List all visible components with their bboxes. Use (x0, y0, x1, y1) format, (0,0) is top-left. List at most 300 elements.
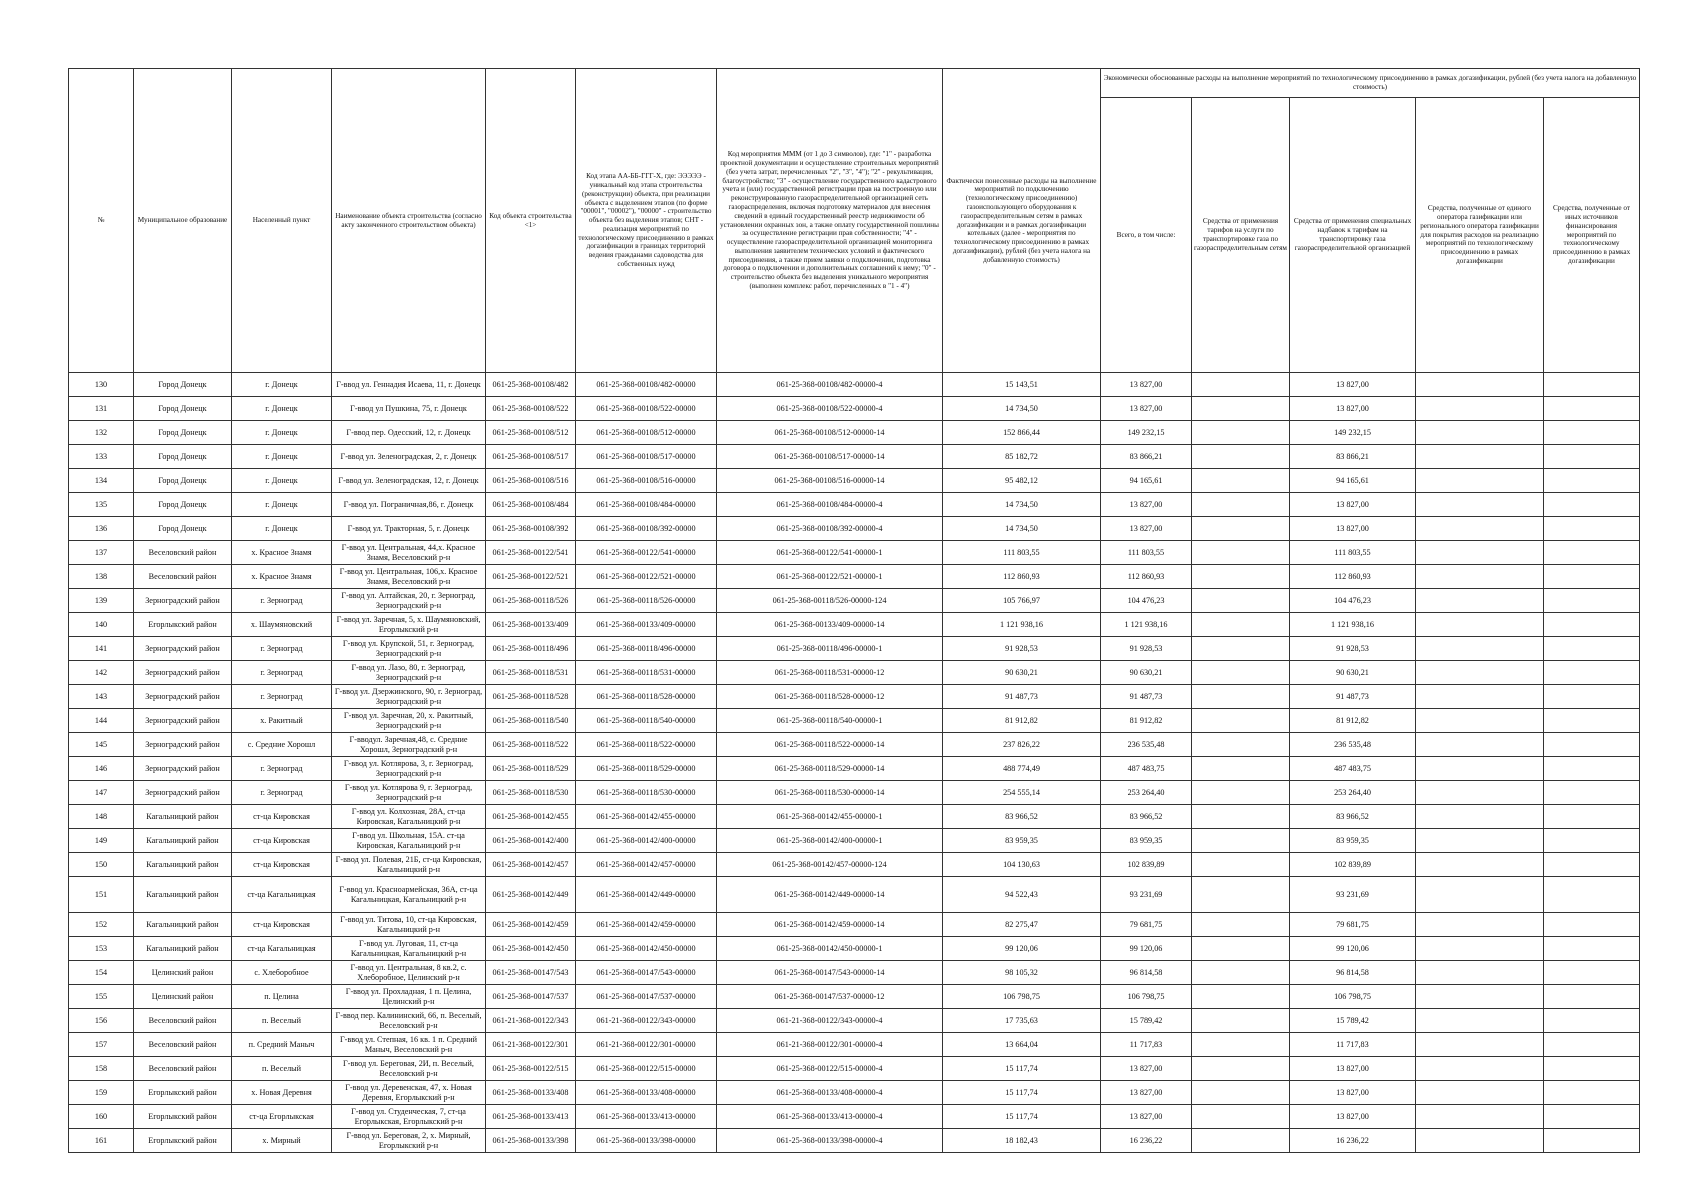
row-municipality: Егорлыкский район (134, 1129, 232, 1153)
table-row (69, 469, 1640, 493)
row-municipality: Город Донецк (134, 373, 232, 397)
row-municipality: Кагальницкий район (134, 877, 232, 913)
table-row (69, 757, 1640, 781)
row-operator (1416, 397, 1544, 421)
row-locality: г. Донецк (232, 373, 332, 397)
row-operator (1416, 517, 1544, 541)
row-total: 13 827,00 (1101, 493, 1192, 517)
row-object-name: Г-ввод ул. Заречная, 20, х. Ракитный, Зерноградский р-н (332, 709, 486, 733)
row-stage-code: 061-25-368-00122/515-00000 (576, 1057, 717, 1081)
row-object-code: 061-25-368-00108/517 (486, 445, 576, 469)
row-locality: ст-ца Кировская (232, 853, 332, 877)
row-object-name: Г-ввод ул Пушкина, 75, г. Донецк (332, 397, 486, 421)
row-number: 154 (69, 961, 134, 985)
row-tariffs (1192, 1009, 1290, 1033)
row-municipality: Кагальницкий район (134, 805, 232, 829)
row-activity-code: 061-21-368-00122/301-00000-4 (717, 1033, 943, 1057)
row-object-code: 061-25-368-00118/528 (486, 685, 576, 709)
row-municipality: Кагальницкий район (134, 937, 232, 961)
row-locality: г. Донецк (232, 445, 332, 469)
row-municipality: Целинский район (134, 961, 232, 985)
row-activity-code: 061-25-368-00133/413-00000-4 (717, 1105, 943, 1129)
row-total: 487 483,75 (1101, 757, 1192, 781)
row-operator (1416, 757, 1544, 781)
row-actual-costs: 254 555,14 (943, 781, 1101, 805)
row-municipality: Зерноградский район (134, 685, 232, 709)
row-actual-costs: 18 182,43 (943, 1129, 1101, 1153)
table-row (69, 937, 1640, 961)
row-tariffs (1192, 1105, 1290, 1129)
row-object-name: Г-ввод ул. Колхозная, 28А, ст-ца Кировская, Кагальницкий р-н (332, 805, 486, 829)
row-locality: ст-ца Кировская (232, 805, 332, 829)
group-title: Экономически обоснованные расходы на выполнение мероприятий по технологическому присоединению в рамках догазификации, рублей (без учета налога на добавленную стоимость) (1101, 69, 1640, 98)
row-number: 143 (69, 685, 134, 709)
row-activity-code: 061-25-368-00108/482-00000-4 (717, 373, 943, 397)
row-municipality: Кагальницкий район (134, 853, 232, 877)
row-object-name: Г-ввод ул. Титова, 10, ст-ца Кировская, Кагальницкий р-н (332, 913, 486, 937)
row-surcharges: 99 120,06 (1290, 937, 1416, 961)
row-stage-code: 061-25-368-00122/541-00000 (576, 541, 717, 565)
row-number: 131 (69, 397, 134, 421)
row-actual-costs: 91 928,53 (943, 637, 1101, 661)
row-locality: г. Зерноград (232, 757, 332, 781)
row-municipality: Веселовский район (134, 1057, 232, 1081)
row-actual-costs: 15 117,74 (943, 1105, 1101, 1129)
row-operator (1416, 589, 1544, 613)
row-municipality: Зерноградский район (134, 781, 232, 805)
row-total: 91 487,73 (1101, 685, 1192, 709)
row-number: 147 (69, 781, 134, 805)
table-row (69, 445, 1640, 469)
row-operator (1416, 1081, 1544, 1105)
row-number: 145 (69, 733, 134, 757)
row-municipality: Веселовский район (134, 541, 232, 565)
row-tariffs (1192, 985, 1290, 1009)
row-total: 13 827,00 (1101, 1057, 1192, 1081)
row-number: 137 (69, 541, 134, 565)
row-object-name: Г-ввод пер. Калининский, 66, п. Веселый, Веселовский р-н (332, 1009, 486, 1033)
row-activity-code: 061-25-368-00118/531-00000-12 (717, 661, 943, 685)
col-object-code: Код объекта строительства <1> (486, 69, 576, 373)
row-total: 93 231,69 (1101, 877, 1192, 913)
row-actual-costs: 90 630,21 (943, 661, 1101, 685)
row-total: 104 476,23 (1101, 589, 1192, 613)
row-locality: с. Средние Хорошл (232, 733, 332, 757)
row-surcharges: 91 487,73 (1290, 685, 1416, 709)
row-object-code: 061-25-368-00108/484 (486, 493, 576, 517)
row-stage-code: 061-25-368-00142/400-00000 (576, 829, 717, 853)
row-tariffs (1192, 757, 1290, 781)
row-operator (1416, 373, 1544, 397)
row-object-code: 061-25-368-00142/459 (486, 913, 576, 937)
row-actual-costs: 152 866,44 (943, 421, 1101, 445)
row-object-code: 061-25-368-00122/541 (486, 541, 576, 565)
row-stage-code: 061-25-368-00147/543-00000 (576, 961, 717, 985)
row-locality: г. Донецк (232, 421, 332, 445)
row-tariffs (1192, 1057, 1290, 1081)
row-actual-costs: 17 735,63 (943, 1009, 1101, 1033)
row-surcharges: 1 121 938,16 (1290, 613, 1416, 637)
row-stage-code: 061-25-368-00108/522-00000 (576, 397, 717, 421)
row-other (1544, 637, 1640, 661)
row-object-code: 061-25-368-00147/543 (486, 961, 576, 985)
row-other (1544, 877, 1640, 913)
row-number: 134 (69, 469, 134, 493)
table-row (69, 397, 1640, 421)
row-number: 152 (69, 913, 134, 937)
row-tariffs (1192, 421, 1290, 445)
row-total: 16 236,22 (1101, 1129, 1192, 1153)
row-operator (1416, 541, 1544, 565)
row-other (1544, 1009, 1640, 1033)
row-surcharges: 112 860,93 (1290, 565, 1416, 589)
row-surcharges: 236 535,48 (1290, 733, 1416, 757)
row-locality: г. Донецк (232, 517, 332, 541)
row-operator (1416, 1057, 1544, 1081)
row-surcharges: 11 717,83 (1290, 1033, 1416, 1057)
row-stage-code: 061-25-368-00118/522-00000 (576, 733, 717, 757)
row-actual-costs: 98 105,32 (943, 961, 1101, 985)
row-activity-code: 061-25-368-00147/537-00000-12 (717, 985, 943, 1009)
row-municipality: Егорлыкский район (134, 1105, 232, 1129)
row-stage-code: 061-25-368-00122/521-00000 (576, 565, 717, 589)
row-tariffs (1192, 853, 1290, 877)
row-object-name: Г-ввод ул. Центральная, 8 кв.2, с. Хлеборобное, Целинский р-н (332, 961, 486, 985)
row-operator (1416, 709, 1544, 733)
row-other (1544, 709, 1640, 733)
row-actual-costs: 15 117,74 (943, 1057, 1101, 1081)
row-activity-code: 061-25-368-00108/516-00000-14 (717, 469, 943, 493)
row-locality: г. Донецк (232, 493, 332, 517)
row-surcharges: 83 966,52 (1290, 805, 1416, 829)
row-stage-code: 061-25-368-00142/449-00000 (576, 877, 717, 913)
row-object-name: Г-ввод ул. Красноармейская, 36А, ст-ца Кагальницкая, Кагальницкий р-н (332, 877, 486, 913)
row-other (1544, 829, 1640, 853)
row-other (1544, 589, 1640, 613)
table-row (69, 805, 1640, 829)
row-tariffs (1192, 709, 1290, 733)
row-activity-code: 061-25-368-00118/528-00000-12 (717, 685, 943, 709)
row-surcharges: 94 165,61 (1290, 469, 1416, 493)
row-operator (1416, 733, 1544, 757)
row-stage-code: 061-21-368-00122/343-00000 (576, 1009, 717, 1033)
row-object-name: Г-ввод ул. Студенческая, 7, ст-ца Егорлыкская, Егорлыкский р-н (332, 1105, 486, 1129)
row-number: 138 (69, 565, 134, 589)
row-object-code: 061-25-368-00108/516 (486, 469, 576, 493)
row-locality: ст-ца Кагальницкая (232, 877, 332, 913)
row-object-name: Г-ввод ул. Геннадия Исаева, 11, г. Донецк (332, 373, 486, 397)
row-surcharges: 253 264,40 (1290, 781, 1416, 805)
row-surcharges: 16 236,22 (1290, 1129, 1416, 1153)
row-other (1544, 961, 1640, 985)
row-number: 159 (69, 1081, 134, 1105)
row-operator (1416, 493, 1544, 517)
row-actual-costs: 14 734,50 (943, 517, 1101, 541)
row-surcharges: 91 928,53 (1290, 637, 1416, 661)
row-locality: г. Зерноград (232, 637, 332, 661)
row-object-code: 061-25-368-00108/522 (486, 397, 576, 421)
row-stage-code: 061-25-368-00142/459-00000 (576, 913, 717, 937)
row-stage-code: 061-25-368-00118/528-00000 (576, 685, 717, 709)
table-header (69, 69, 1640, 373)
row-operator (1416, 685, 1544, 709)
row-municipality: Город Донецк (134, 517, 232, 541)
row-object-name: Г-ввод ул. Деревенская, 47, х. Новая Деревня, Егорлыкский р-н (332, 1081, 486, 1105)
row-surcharges: 13 827,00 (1290, 1105, 1416, 1129)
row-tariffs (1192, 877, 1290, 913)
row-municipality: Веселовский район (134, 1009, 232, 1033)
row-object-name: Г-ввод ул. Школьная, 15А. ст-ца Кировская, Кагальницкий р-н (332, 829, 486, 853)
row-actual-costs: 111 803,55 (943, 541, 1101, 565)
row-other (1544, 397, 1640, 421)
row-object-name: Г-ввод ул. Луговая, 11, ст-ца Кагальницкая, Кагальницкий р-н (332, 937, 486, 961)
row-other (1544, 613, 1640, 637)
row-activity-code: 061-25-368-00142/455-00000-1 (717, 805, 943, 829)
row-object-name: Г-ввод ул. Котлярова, 3, г. Зерноград, Зерноградский р-н (332, 757, 486, 781)
row-surcharges: 111 803,55 (1290, 541, 1416, 565)
row-stage-code: 061-25-368-00133/408-00000 (576, 1081, 717, 1105)
row-municipality: Кагальницкий район (134, 913, 232, 937)
row-other (1544, 493, 1640, 517)
row-tariffs (1192, 493, 1290, 517)
row-number: 132 (69, 421, 134, 445)
row-activity-code: 061-25-368-00118/540-00000-1 (717, 709, 943, 733)
table-row (69, 565, 1640, 589)
row-tariffs (1192, 1033, 1290, 1057)
row-locality: п. Целина (232, 985, 332, 1009)
row-activity-code: 061-21-368-00122/343-00000-4 (717, 1009, 943, 1033)
row-object-name: Г-ввод ул. Полевая, 21Б, ст-ца Кировская, Кагальницкий р-н (332, 853, 486, 877)
row-operator (1416, 913, 1544, 937)
row-actual-costs: 83 966,52 (943, 805, 1101, 829)
row-municipality: Город Донецк (134, 493, 232, 517)
row-object-code: 061-25-368-00118/530 (486, 781, 576, 805)
row-other (1544, 781, 1640, 805)
row-total: 253 264,40 (1101, 781, 1192, 805)
row-other (1544, 1129, 1640, 1153)
row-locality: х. Ракитный (232, 709, 332, 733)
row-tariffs (1192, 445, 1290, 469)
row-stage-code: 061-25-368-00133/409-00000 (576, 613, 717, 637)
row-operator (1416, 961, 1544, 985)
row-number: 133 (69, 445, 134, 469)
row-other (1544, 541, 1640, 565)
row-tariffs (1192, 1081, 1290, 1105)
row-surcharges: 13 827,00 (1290, 517, 1416, 541)
table-row (69, 733, 1640, 757)
row-municipality: Зерноградский район (134, 757, 232, 781)
row-total: 13 827,00 (1101, 517, 1192, 541)
table-row (69, 709, 1640, 733)
row-other (1544, 421, 1640, 445)
row-object-code: 061-25-368-00118/531 (486, 661, 576, 685)
row-locality: г. Донецк (232, 469, 332, 493)
row-surcharges: 13 827,00 (1290, 1057, 1416, 1081)
row-total: 99 120,06 (1101, 937, 1192, 961)
row-surcharges: 106 798,75 (1290, 985, 1416, 1009)
row-object-code: 061-25-368-00142/450 (486, 937, 576, 961)
row-object-code: 061-25-368-00133/398 (486, 1129, 576, 1153)
sub-total: Всего, в том числе: (1101, 98, 1192, 373)
row-actual-costs: 13 664,04 (943, 1033, 1101, 1057)
row-object-name: Г-ввод ул. Степная, 16 кв. 1 п. Средний Маныч, Веселовский р-н (332, 1033, 486, 1057)
row-actual-costs: 1 121 938,16 (943, 613, 1101, 637)
row-number: 151 (69, 877, 134, 913)
row-locality: х. Новая Деревня (232, 1081, 332, 1105)
row-stage-code: 061-25-368-00142/457-00000 (576, 853, 717, 877)
row-surcharges: 13 827,00 (1290, 397, 1416, 421)
row-stage-code: 061-25-368-00142/455-00000 (576, 805, 717, 829)
row-tariffs (1192, 961, 1290, 985)
row-locality: ст-ца Кагальницкая (232, 937, 332, 961)
row-municipality: Целинский район (134, 985, 232, 1009)
row-surcharges: 15 789,42 (1290, 1009, 1416, 1033)
table-row (69, 493, 1640, 517)
costs-table (68, 68, 1640, 1153)
row-tariffs (1192, 733, 1290, 757)
row-object-code: 061-25-368-00118/522 (486, 733, 576, 757)
row-actual-costs: 94 522,43 (943, 877, 1101, 913)
row-activity-code: 061-25-368-00118/522-00000-14 (717, 733, 943, 757)
row-surcharges: 90 630,21 (1290, 661, 1416, 685)
row-municipality: Егорлыкский район (134, 613, 232, 637)
row-object-code: 061-25-368-00118/526 (486, 589, 576, 613)
row-number: 150 (69, 853, 134, 877)
row-actual-costs: 488 774,49 (943, 757, 1101, 781)
row-stage-code: 061-25-368-00108/484-00000 (576, 493, 717, 517)
row-actual-costs: 82 275,47 (943, 913, 1101, 937)
row-total: 236 535,48 (1101, 733, 1192, 757)
row-object-name: Г-ввод ул. Береговая, 2И, п. Веселый, Веселовский р-н (332, 1057, 486, 1081)
row-tariffs (1192, 685, 1290, 709)
row-object-name: Г-ввод ул. Крупской, 51, г. Зерноград, Зерноградский р-н (332, 637, 486, 661)
table-row (69, 373, 1640, 397)
table-row (69, 661, 1640, 685)
row-surcharges: 81 912,82 (1290, 709, 1416, 733)
row-locality: г. Зерноград (232, 781, 332, 805)
col-municipality: Муниципальное образование (134, 69, 232, 373)
row-object-code: 061-25-368-00122/521 (486, 565, 576, 589)
row-object-code: 061-25-368-00142/449 (486, 877, 576, 913)
row-actual-costs: 106 798,75 (943, 985, 1101, 1009)
row-other (1544, 373, 1640, 397)
row-number: 148 (69, 805, 134, 829)
table-row (69, 985, 1640, 1009)
row-other (1544, 469, 1640, 493)
row-operator (1416, 1033, 1544, 1057)
row-object-code: 061-25-368-00142/400 (486, 829, 576, 853)
row-number: 160 (69, 1105, 134, 1129)
row-tariffs (1192, 829, 1290, 853)
row-other (1544, 1081, 1640, 1105)
row-total: 111 803,55 (1101, 541, 1192, 565)
row-municipality: Веселовский район (134, 565, 232, 589)
row-object-name: Г-ввод ул. Алтайская, 20, г. Зерноград, Зерноградский р-н (332, 589, 486, 613)
row-activity-code: 061-25-368-00142/450-00000-1 (717, 937, 943, 961)
row-tariffs (1192, 781, 1290, 805)
row-object-name: Г-ввод ул. Котлярова 9, г. Зерноград, Зерноградский р-н (332, 781, 486, 805)
table-row (69, 637, 1640, 661)
row-total: 13 827,00 (1101, 1081, 1192, 1105)
row-actual-costs: 91 487,73 (943, 685, 1101, 709)
table-row (69, 961, 1640, 985)
table-row (69, 913, 1640, 937)
row-operator (1416, 985, 1544, 1009)
row-surcharges: 13 827,00 (1290, 493, 1416, 517)
row-actual-costs: 99 120,06 (943, 937, 1101, 961)
row-stage-code: 061-25-368-00118/526-00000 (576, 589, 717, 613)
row-activity-code: 061-25-368-00147/543-00000-14 (717, 961, 943, 985)
row-object-code: 061-25-368-00133/409 (486, 613, 576, 637)
row-number: 142 (69, 661, 134, 685)
row-operator (1416, 1105, 1544, 1129)
table-row (69, 1129, 1640, 1153)
row-tariffs (1192, 469, 1290, 493)
row-other (1544, 565, 1640, 589)
row-number: 158 (69, 1057, 134, 1081)
row-object-code: 061-25-368-00118/496 (486, 637, 576, 661)
col-stage-code: Код этапа АА-ББ-ГГГ-Х, где: ЭЭЭЭЭ - уникальный код этапа строительства (реконструкции) объекта, при реализации объекта с выделением этапов (по форме "00001", "00002"), "00000" - строительство объекта без выделения этапов; СНТ - реализация мероприятий по технологическому присоединению в рамках догазификации в границах территорий ведения гражданами садоводства для собственных нужд (576, 69, 717, 373)
row-activity-code: 061-25-368-00108/392-00000-4 (717, 517, 943, 541)
row-actual-costs: 14 734,50 (943, 397, 1101, 421)
row-locality: г. Зерноград (232, 661, 332, 685)
row-number: 161 (69, 1129, 134, 1153)
row-number: 141 (69, 637, 134, 661)
row-activity-code: 061-25-368-00118/496-00000-1 (717, 637, 943, 661)
row-activity-code: 061-25-368-00133/409-00000-14 (717, 613, 943, 637)
table-row (69, 1105, 1640, 1129)
row-object-code: 061-25-368-00133/413 (486, 1105, 576, 1129)
row-surcharges: 487 483,75 (1290, 757, 1416, 781)
row-object-code: 061-25-368-00142/457 (486, 853, 576, 877)
row-total: 81 912,82 (1101, 709, 1192, 733)
row-number: 155 (69, 985, 134, 1009)
row-stage-code: 061-25-368-00118/496-00000 (576, 637, 717, 661)
table-row (69, 421, 1640, 445)
row-operator (1416, 853, 1544, 877)
row-municipality: Зерноградский район (134, 733, 232, 757)
row-operator (1416, 781, 1544, 805)
row-object-name: Г-ввод ул. Дзержинского, 90, г. Зерноград, Зерноградский р-н (332, 685, 486, 709)
row-other (1544, 853, 1640, 877)
row-number: 135 (69, 493, 134, 517)
row-locality: г. Зерноград (232, 685, 332, 709)
row-municipality: Зерноградский район (134, 637, 232, 661)
row-object-code: 061-25-368-00108/512 (486, 421, 576, 445)
row-operator (1416, 937, 1544, 961)
row-stage-code: 061-25-368-00118/530-00000 (576, 781, 717, 805)
row-total: 11 717,83 (1101, 1033, 1192, 1057)
row-surcharges: 96 814,58 (1290, 961, 1416, 985)
row-number: 153 (69, 937, 134, 961)
row-municipality: Зерноградский район (134, 661, 232, 685)
table-row (69, 517, 1640, 541)
row-operator (1416, 469, 1544, 493)
row-locality: ст-ца Кировская (232, 913, 332, 937)
row-other (1544, 685, 1640, 709)
row-object-code: 061-25-368-00142/455 (486, 805, 576, 829)
row-object-code: 061-25-368-00108/482 (486, 373, 576, 397)
row-operator (1416, 565, 1544, 589)
row-operator (1416, 829, 1544, 853)
row-total: 94 165,61 (1101, 469, 1192, 493)
table-row (69, 541, 1640, 565)
row-actual-costs: 112 860,93 (943, 565, 1101, 589)
row-other (1544, 937, 1640, 961)
row-locality: с. Хлеборобное (232, 961, 332, 985)
table-row (69, 829, 1640, 853)
row-operator (1416, 613, 1544, 637)
